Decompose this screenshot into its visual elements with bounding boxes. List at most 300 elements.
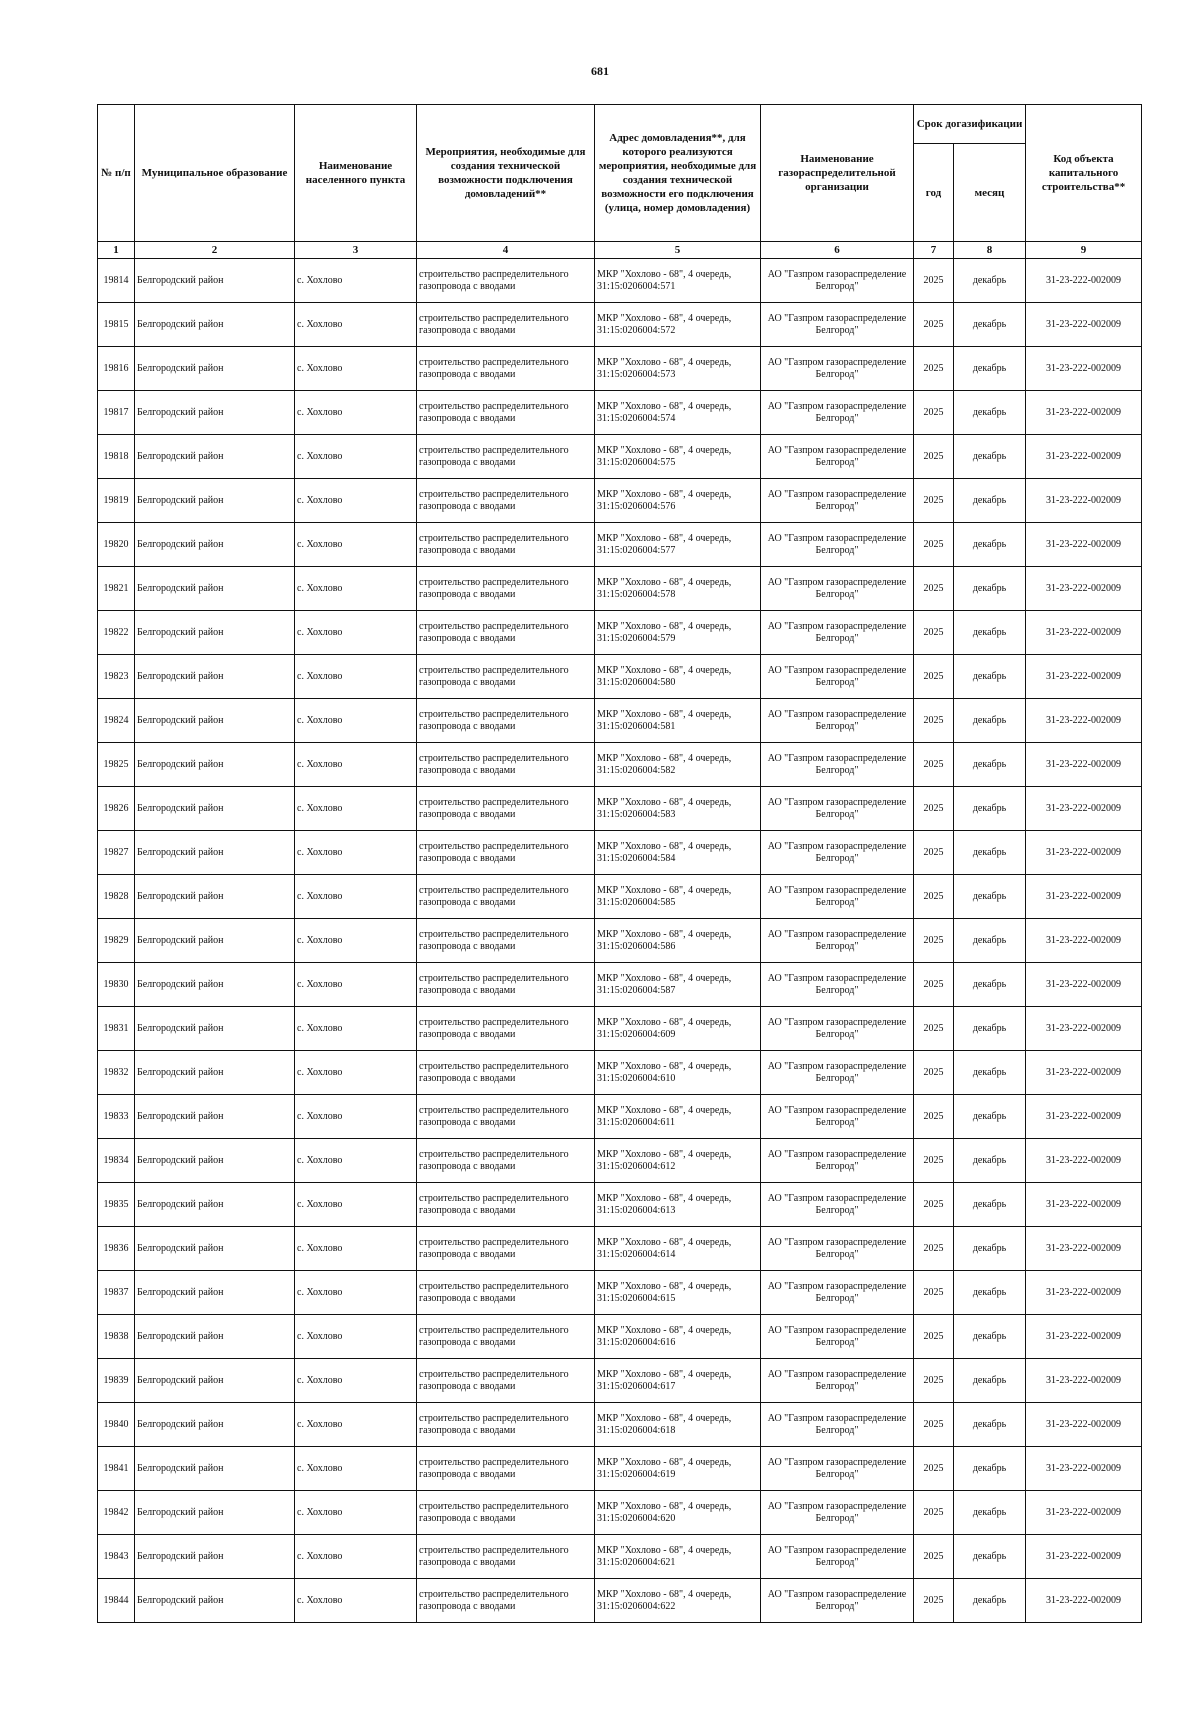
code-cell: 31-23-222-002009 [1026, 963, 1142, 1007]
column-number: 1 [98, 242, 135, 259]
year-cell: 2025 [914, 479, 954, 523]
address-cell: МКР "Хохлово - 68", 4 очередь, 31:15:0206004:584 [595, 831, 761, 875]
code-cell: 31-23-222-002009 [1026, 1491, 1142, 1535]
event-cell: строительство распределительного газопровода с вводами [417, 1447, 595, 1491]
address-cell: МКР "Хохлово - 68", 4 очередь, 31:15:0206004:614 [595, 1227, 761, 1271]
code-cell: 31-23-222-002009 [1026, 1183, 1142, 1227]
event-cell: строительство распределительного газопровода с вводами [417, 1095, 595, 1139]
header-term: Срок догазификации [914, 105, 1026, 144]
year-cell: 2025 [914, 1315, 954, 1359]
row-number: 19814 [98, 259, 135, 303]
address-cell: МКР "Хохлово - 68", 4 очередь, 31:15:0206004:619 [595, 1447, 761, 1491]
month-cell: декабрь [954, 787, 1026, 831]
settlement-cell: с. Хохлово [295, 787, 417, 831]
month-cell: декабрь [954, 1183, 1026, 1227]
column-number: 7 [914, 242, 954, 259]
municipality-cell: Белгородский район [135, 831, 295, 875]
code-cell: 31-23-222-002009 [1026, 1535, 1142, 1579]
row-number: 19816 [98, 347, 135, 391]
code-cell: 31-23-222-002009 [1026, 1139, 1142, 1183]
row-number: 19823 [98, 655, 135, 699]
settlement-cell: с. Хохлово [295, 523, 417, 567]
code-cell: 31-23-222-002009 [1026, 1447, 1142, 1491]
month-cell: декабрь [954, 963, 1026, 1007]
table-row [98, 1139, 1142, 1183]
municipality-cell: Белгородский район [135, 391, 295, 435]
event-cell: строительство распределительного газопровода с вводами [417, 567, 595, 611]
settlement-cell: с. Хохлово [295, 699, 417, 743]
event-cell: строительство распределительного газопровода с вводами [417, 1403, 595, 1447]
organization-cell: АО "Газпром газораспределение Белгород" [761, 259, 914, 303]
municipality-cell: Белгородский район [135, 699, 295, 743]
column-number: 8 [954, 242, 1026, 259]
row-number: 19842 [98, 1491, 135, 1535]
row-number: 19825 [98, 743, 135, 787]
row-number: 19838 [98, 1315, 135, 1359]
month-cell: декабрь [954, 1139, 1026, 1183]
header-code: Код объекта капитального строительства** [1026, 105, 1142, 242]
table-row [98, 567, 1142, 611]
year-cell: 2025 [914, 1051, 954, 1095]
organization-cell: АО "Газпром газораспределение Белгород" [761, 1535, 914, 1579]
year-cell: 2025 [914, 655, 954, 699]
municipality-cell: Белгородский район [135, 1315, 295, 1359]
table-row [98, 1095, 1142, 1139]
page-number: 681 [591, 64, 609, 78]
address-cell: МКР "Хохлово - 68", 4 очередь, 31:15:0206004:575 [595, 435, 761, 479]
month-cell: декабрь [954, 259, 1026, 303]
month-cell: декабрь [954, 1227, 1026, 1271]
municipality-cell: Белгородский район [135, 435, 295, 479]
row-number: 19839 [98, 1359, 135, 1403]
table-row [98, 1183, 1142, 1227]
header-organization: Наименование газораспределительной организации [761, 105, 914, 242]
year-cell: 2025 [914, 1271, 954, 1315]
settlement-cell: с. Хохлово [295, 831, 417, 875]
address-cell: МКР "Хохлово - 68", 4 очередь, 31:15:0206004:613 [595, 1183, 761, 1227]
organization-cell: АО "Газпром газораспределение Белгород" [761, 655, 914, 699]
table-row [98, 875, 1142, 919]
row-number: 19836 [98, 1227, 135, 1271]
settlement-cell: с. Хохлово [295, 347, 417, 391]
table-row [98, 259, 1142, 303]
municipality-cell: Белгородский район [135, 1359, 295, 1403]
code-cell: 31-23-222-002009 [1026, 787, 1142, 831]
settlement-cell: с. Хохлово [295, 1359, 417, 1403]
table-row [98, 479, 1142, 523]
year-cell: 2025 [914, 875, 954, 919]
table-row [98, 303, 1142, 347]
table-row [98, 1447, 1142, 1491]
settlement-cell: с. Хохлово [295, 391, 417, 435]
municipality-cell: Белгородский район [135, 303, 295, 347]
organization-cell: АО "Газпром газораспределение Белгород" [761, 963, 914, 1007]
organization-cell: АО "Газпром газораспределение Белгород" [761, 1403, 914, 1447]
table-row [98, 1491, 1142, 1535]
table-row [98, 347, 1142, 391]
table-row [98, 655, 1142, 699]
header-year: год [914, 144, 954, 242]
event-cell: строительство распределительного газопровода с вводами [417, 963, 595, 1007]
municipality-cell: Белгородский район [135, 259, 295, 303]
code-cell: 31-23-222-002009 [1026, 875, 1142, 919]
address-cell: МКР "Хохлово - 68", 4 очередь, 31:15:0206004:574 [595, 391, 761, 435]
header-events: Мероприятия, необходимые для создания технической возможности подключения домовладений** [417, 105, 595, 242]
settlement-cell: с. Хохлово [295, 1095, 417, 1139]
header-municipality: Муниципальное образование [135, 105, 295, 242]
settlement-cell: с. Хохлово [295, 1271, 417, 1315]
row-number: 19829 [98, 919, 135, 963]
month-cell: декабрь [954, 919, 1026, 963]
code-cell: 31-23-222-002009 [1026, 1007, 1142, 1051]
address-cell: МКР "Хохлово - 68", 4 очередь, 31:15:0206004:578 [595, 567, 761, 611]
event-cell: строительство распределительного газопровода с вводами [417, 479, 595, 523]
address-cell: МКР "Хохлово - 68", 4 очередь, 31:15:0206004:577 [595, 523, 761, 567]
header-row [98, 105, 1142, 144]
column-numbers-row [98, 242, 1142, 259]
municipality-cell: Белгородский район [135, 743, 295, 787]
month-cell: декабрь [954, 1271, 1026, 1315]
month-cell: декабрь [954, 1095, 1026, 1139]
event-cell: строительство распределительного газопровода с вводами [417, 699, 595, 743]
row-number: 19832 [98, 1051, 135, 1095]
code-cell: 31-23-222-002009 [1026, 1403, 1142, 1447]
column-number: 6 [761, 242, 914, 259]
settlement-cell: с. Хохлово [295, 655, 417, 699]
address-cell: МКР "Хохлово - 68", 4 очередь, 31:15:0206004:581 [595, 699, 761, 743]
year-cell: 2025 [914, 787, 954, 831]
event-cell: строительство распределительного газопровода с вводами [417, 259, 595, 303]
month-cell: декабрь [954, 1535, 1026, 1579]
row-number: 19843 [98, 1535, 135, 1579]
settlement-cell: с. Хохлово [295, 1315, 417, 1359]
row-number: 19834 [98, 1139, 135, 1183]
event-cell: строительство распределительного газопровода с вводами [417, 1139, 595, 1183]
column-number: 3 [295, 242, 417, 259]
event-cell: строительство распределительного газопровода с вводами [417, 391, 595, 435]
organization-cell: АО "Газпром газораспределение Белгород" [761, 479, 914, 523]
code-cell: 31-23-222-002009 [1026, 391, 1142, 435]
address-cell: МКР "Хохлово - 68", 4 очередь, 31:15:0206004:587 [595, 963, 761, 1007]
table-row [98, 391, 1142, 435]
code-cell: 31-23-222-002009 [1026, 1271, 1142, 1315]
settlement-cell: с. Хохлово [295, 1139, 417, 1183]
address-cell: МКР "Хохлово - 68", 4 очередь, 31:15:0206004:572 [595, 303, 761, 347]
organization-cell: АО "Газпром газораспределение Белгород" [761, 1315, 914, 1359]
month-cell: декабрь [954, 1315, 1026, 1359]
municipality-cell: Белгородский район [135, 787, 295, 831]
address-cell: МКР "Хохлово - 68", 4 очередь, 31:15:0206004:620 [595, 1491, 761, 1535]
settlement-cell: с. Хохлово [295, 1007, 417, 1051]
month-cell: декабрь [954, 347, 1026, 391]
municipality-cell: Белгородский район [135, 875, 295, 919]
settlement-cell: с. Хохлово [295, 1491, 417, 1535]
settlement-cell: с. Хохлово [295, 743, 417, 787]
year-cell: 2025 [914, 1491, 954, 1535]
settlement-cell: с. Хохлово [295, 919, 417, 963]
organization-cell: АО "Газпром газораспределение Белгород" [761, 1491, 914, 1535]
code-cell: 31-23-222-002009 [1026, 655, 1142, 699]
address-cell: МКР "Хохлово - 68", 4 очередь, 31:15:0206004:621 [595, 1535, 761, 1579]
header-num: № п/п [98, 105, 135, 242]
year-cell: 2025 [914, 1007, 954, 1051]
municipality-cell: Белгородский район [135, 567, 295, 611]
organization-cell: АО "Газпром газораспределение Белгород" [761, 699, 914, 743]
month-cell: декабрь [954, 1007, 1026, 1051]
table-row [98, 743, 1142, 787]
settlement-cell: с. Хохлово [295, 479, 417, 523]
month-cell: декабрь [954, 1051, 1026, 1095]
month-cell: декабрь [954, 699, 1026, 743]
address-cell: МКР "Хохлово - 68", 4 очередь, 31:15:0206004:585 [595, 875, 761, 919]
settlement-cell: с. Хохлово [295, 1051, 417, 1095]
address-cell: МКР "Хохлово - 68", 4 очередь, 31:15:0206004:582 [595, 743, 761, 787]
organization-cell: АО "Газпром газораспределение Белгород" [761, 1579, 914, 1623]
year-cell: 2025 [914, 1227, 954, 1271]
table-row [98, 787, 1142, 831]
year-cell: 2025 [914, 567, 954, 611]
code-cell: 31-23-222-002009 [1026, 611, 1142, 655]
address-cell: МКР "Хохлово - 68", 4 очередь, 31:15:0206004:583 [595, 787, 761, 831]
code-cell: 31-23-222-002009 [1026, 523, 1142, 567]
month-cell: декабрь [954, 743, 1026, 787]
year-cell: 2025 [914, 1579, 954, 1623]
organization-cell: АО "Газпром газораспределение Белгород" [761, 1227, 914, 1271]
table-row [98, 919, 1142, 963]
settlement-cell: с. Хохлово [295, 1227, 417, 1271]
month-cell: декабрь [954, 479, 1026, 523]
event-cell: строительство распределительного газопровода с вводами [417, 1579, 595, 1623]
year-cell: 2025 [914, 1403, 954, 1447]
organization-cell: АО "Газпром газораспределение Белгород" [761, 1271, 914, 1315]
table-row [98, 1315, 1142, 1359]
settlement-cell: с. Хохлово [295, 611, 417, 655]
table-row [98, 963, 1142, 1007]
row-number: 19818 [98, 435, 135, 479]
organization-cell: АО "Газпром газораспределение Белгород" [761, 875, 914, 919]
table-row [98, 1535, 1142, 1579]
code-cell: 31-23-222-002009 [1026, 1227, 1142, 1271]
address-cell: МКР "Хохлово - 68", 4 очередь, 31:15:0206004:618 [595, 1403, 761, 1447]
event-cell: строительство распределительного газопровода с вводами [417, 523, 595, 567]
header-address: Адрес домовладения**, для которого реализуются мероприятия, необходимые для создания технической возможности его подключения (улица, номер домовладения) [595, 105, 761, 242]
settlement-cell: с. Хохлово [295, 567, 417, 611]
municipality-cell: Белгородский район [135, 479, 295, 523]
year-cell: 2025 [914, 1359, 954, 1403]
address-cell: МКР "Хохлово - 68", 4 очередь, 31:15:0206004:615 [595, 1271, 761, 1315]
settlement-cell: с. Хохлово [295, 1403, 417, 1447]
event-cell: строительство распределительного газопровода с вводами [417, 611, 595, 655]
code-cell: 31-23-222-002009 [1026, 699, 1142, 743]
row-number: 19835 [98, 1183, 135, 1227]
year-cell: 2025 [914, 347, 954, 391]
year-cell: 2025 [914, 699, 954, 743]
organization-cell: АО "Газпром газораспределение Белгород" [761, 567, 914, 611]
year-cell: 2025 [914, 831, 954, 875]
organization-cell: АО "Газпром газораспределение Белгород" [761, 1007, 914, 1051]
month-cell: декабрь [954, 1447, 1026, 1491]
settlement-cell: с. Хохлово [295, 435, 417, 479]
year-cell: 2025 [914, 919, 954, 963]
table-body [98, 259, 1142, 1623]
organization-cell: АО "Газпром газораспределение Белгород" [761, 523, 914, 567]
code-cell: 31-23-222-002009 [1026, 347, 1142, 391]
row-number: 19821 [98, 567, 135, 611]
event-cell: строительство распределительного газопровода с вводами [417, 1359, 595, 1403]
row-number: 19831 [98, 1007, 135, 1051]
address-cell: МКР "Хохлово - 68", 4 очередь, 31:15:0206004:586 [595, 919, 761, 963]
year-cell: 2025 [914, 523, 954, 567]
organization-cell: АО "Газпром газораспределение Белгород" [761, 1183, 914, 1227]
organization-cell: АО "Газпром газораспределение Белгород" [761, 1359, 914, 1403]
month-cell: декабрь [954, 567, 1026, 611]
table-row [98, 1227, 1142, 1271]
municipality-cell: Белгородский район [135, 1447, 295, 1491]
organization-cell: АО "Газпром газораспределение Белгород" [761, 743, 914, 787]
row-number: 19820 [98, 523, 135, 567]
organization-cell: АО "Газпром газораспределение Белгород" [761, 347, 914, 391]
settlement-cell: с. Хохлово [295, 1183, 417, 1227]
organization-cell: АО "Газпром газораспределение Белгород" [761, 1095, 914, 1139]
address-cell: МКР "Хохлово - 68", 4 очередь, 31:15:0206004:616 [595, 1315, 761, 1359]
code-cell: 31-23-222-002009 [1026, 303, 1142, 347]
column-number: 9 [1026, 242, 1142, 259]
organization-cell: АО "Газпром газораспределение Белгород" [761, 1447, 914, 1491]
month-cell: декабрь [954, 1491, 1026, 1535]
event-cell: строительство распределительного газопровода с вводами [417, 831, 595, 875]
row-number: 19822 [98, 611, 135, 655]
table-row [98, 831, 1142, 875]
code-cell: 31-23-222-002009 [1026, 435, 1142, 479]
municipality-cell: Белгородский район [135, 1139, 295, 1183]
table-row [98, 1359, 1142, 1403]
code-cell: 31-23-222-002009 [1026, 479, 1142, 523]
row-number: 19826 [98, 787, 135, 831]
municipality-cell: Белгородский район [135, 1491, 295, 1535]
municipality-cell: Белгородский район [135, 919, 295, 963]
year-cell: 2025 [914, 391, 954, 435]
organization-cell: АО "Газпром газораспределение Белгород" [761, 787, 914, 831]
column-number: 5 [595, 242, 761, 259]
code-cell: 31-23-222-002009 [1026, 1051, 1142, 1095]
month-cell: декабрь [954, 831, 1026, 875]
table-row [98, 1579, 1142, 1623]
settlement-cell: с. Хохлово [295, 1579, 417, 1623]
event-cell: строительство распределительного газопровода с вводами [417, 1183, 595, 1227]
table-row [98, 1271, 1142, 1315]
address-cell: МКР "Хохлово - 68", 4 очередь, 31:15:0206004:573 [595, 347, 761, 391]
organization-cell: АО "Газпром газораспределение Белгород" [761, 919, 914, 963]
event-cell: строительство распределительного газопровода с вводами [417, 1007, 595, 1051]
municipality-cell: Белгородский район [135, 1271, 295, 1315]
year-cell: 2025 [914, 963, 954, 1007]
municipality-cell: Белгородский район [135, 347, 295, 391]
row-number: 19824 [98, 699, 135, 743]
event-cell: строительство распределительного газопровода с вводами [417, 1227, 595, 1271]
year-cell: 2025 [914, 435, 954, 479]
municipality-cell: Белгородский район [135, 655, 295, 699]
year-cell: 2025 [914, 1447, 954, 1491]
year-cell: 2025 [914, 1535, 954, 1579]
municipality-cell: Белгородский район [135, 1095, 295, 1139]
municipality-cell: Белгородский район [135, 1051, 295, 1095]
table-row [98, 611, 1142, 655]
row-number: 19840 [98, 1403, 135, 1447]
organization-cell: АО "Газпром газораспределение Белгород" [761, 611, 914, 655]
municipality-cell: Белгородский район [135, 1227, 295, 1271]
address-cell: МКР "Хохлово - 68", 4 очередь, 31:15:0206004:580 [595, 655, 761, 699]
event-cell: строительство распределительного газопровода с вводами [417, 787, 595, 831]
row-number: 19827 [98, 831, 135, 875]
code-cell: 31-23-222-002009 [1026, 567, 1142, 611]
row-number: 19833 [98, 1095, 135, 1139]
code-cell: 31-23-222-002009 [1026, 1095, 1142, 1139]
code-cell: 31-23-222-002009 [1026, 259, 1142, 303]
year-cell: 2025 [914, 743, 954, 787]
settlement-cell: с. Хохлово [295, 1447, 417, 1491]
municipality-cell: Белгородский район [135, 523, 295, 567]
municipality-cell: Белгородский район [135, 1579, 295, 1623]
address-cell: МКР "Хохлово - 68", 4 очередь, 31:15:0206004:609 [595, 1007, 761, 1051]
event-cell: строительство распределительного газопровода с вводами [417, 1535, 595, 1579]
event-cell: строительство распределительного газопровода с вводами [417, 1491, 595, 1535]
code-cell: 31-23-222-002009 [1026, 1359, 1142, 1403]
event-cell: строительство распределительного газопровода с вводами [417, 303, 595, 347]
event-cell: строительство распределительного газопровода с вводами [417, 743, 595, 787]
year-cell: 2025 [914, 303, 954, 347]
year-cell: 2025 [914, 1183, 954, 1227]
row-number: 19841 [98, 1447, 135, 1491]
row-number: 19815 [98, 303, 135, 347]
address-cell: МКР "Хохлово - 68", 4 очередь, 31:15:0206004:617 [595, 1359, 761, 1403]
table-row [98, 1051, 1142, 1095]
organization-cell: АО "Газпром газораспределение Белгород" [761, 303, 914, 347]
event-cell: строительство распределительного газопровода с вводами [417, 875, 595, 919]
table-row [98, 1007, 1142, 1051]
month-cell: декабрь [954, 523, 1026, 567]
row-number: 19817 [98, 391, 135, 435]
year-cell: 2025 [914, 1139, 954, 1183]
municipality-cell: Белгородский район [135, 611, 295, 655]
year-cell: 2025 [914, 1095, 954, 1139]
municipality-cell: Белгородский район [135, 963, 295, 1007]
month-cell: декабрь [954, 303, 1026, 347]
month-cell: декабрь [954, 1359, 1026, 1403]
settlement-cell: с. Хохлово [295, 875, 417, 919]
month-cell: декабрь [954, 435, 1026, 479]
address-cell: МКР "Хохлово - 68", 4 очередь, 31:15:0206004:576 [595, 479, 761, 523]
year-cell: 2025 [914, 259, 954, 303]
event-cell: строительство распределительного газопровода с вводами [417, 347, 595, 391]
event-cell: строительство распределительного газопровода с вводами [417, 655, 595, 699]
municipality-cell: Белгородский район [135, 1535, 295, 1579]
code-cell: 31-23-222-002009 [1026, 1315, 1142, 1359]
month-cell: декабрь [954, 391, 1026, 435]
municipality-cell: Белгородский район [135, 1007, 295, 1051]
code-cell: 31-23-222-002009 [1026, 1579, 1142, 1623]
column-number: 4 [417, 242, 595, 259]
header-month: месяц [954, 144, 1026, 242]
address-cell: МКР "Хохлово - 68", 4 очередь, 31:15:0206004:612 [595, 1139, 761, 1183]
address-cell: МКР "Хохлово - 68", 4 очередь, 31:15:0206004:611 [595, 1095, 761, 1139]
event-cell: строительство распределительного газопровода с вводами [417, 1315, 595, 1359]
code-cell: 31-23-222-002009 [1026, 919, 1142, 963]
address-cell: МКР "Хохлово - 68", 4 очередь, 31:15:0206004:571 [595, 259, 761, 303]
organization-cell: АО "Газпром газораспределение Белгород" [761, 1051, 914, 1095]
month-cell: декабрь [954, 611, 1026, 655]
column-number: 2 [135, 242, 295, 259]
address-cell: МКР "Хохлово - 68", 4 очередь, 31:15:0206004:622 [595, 1579, 761, 1623]
